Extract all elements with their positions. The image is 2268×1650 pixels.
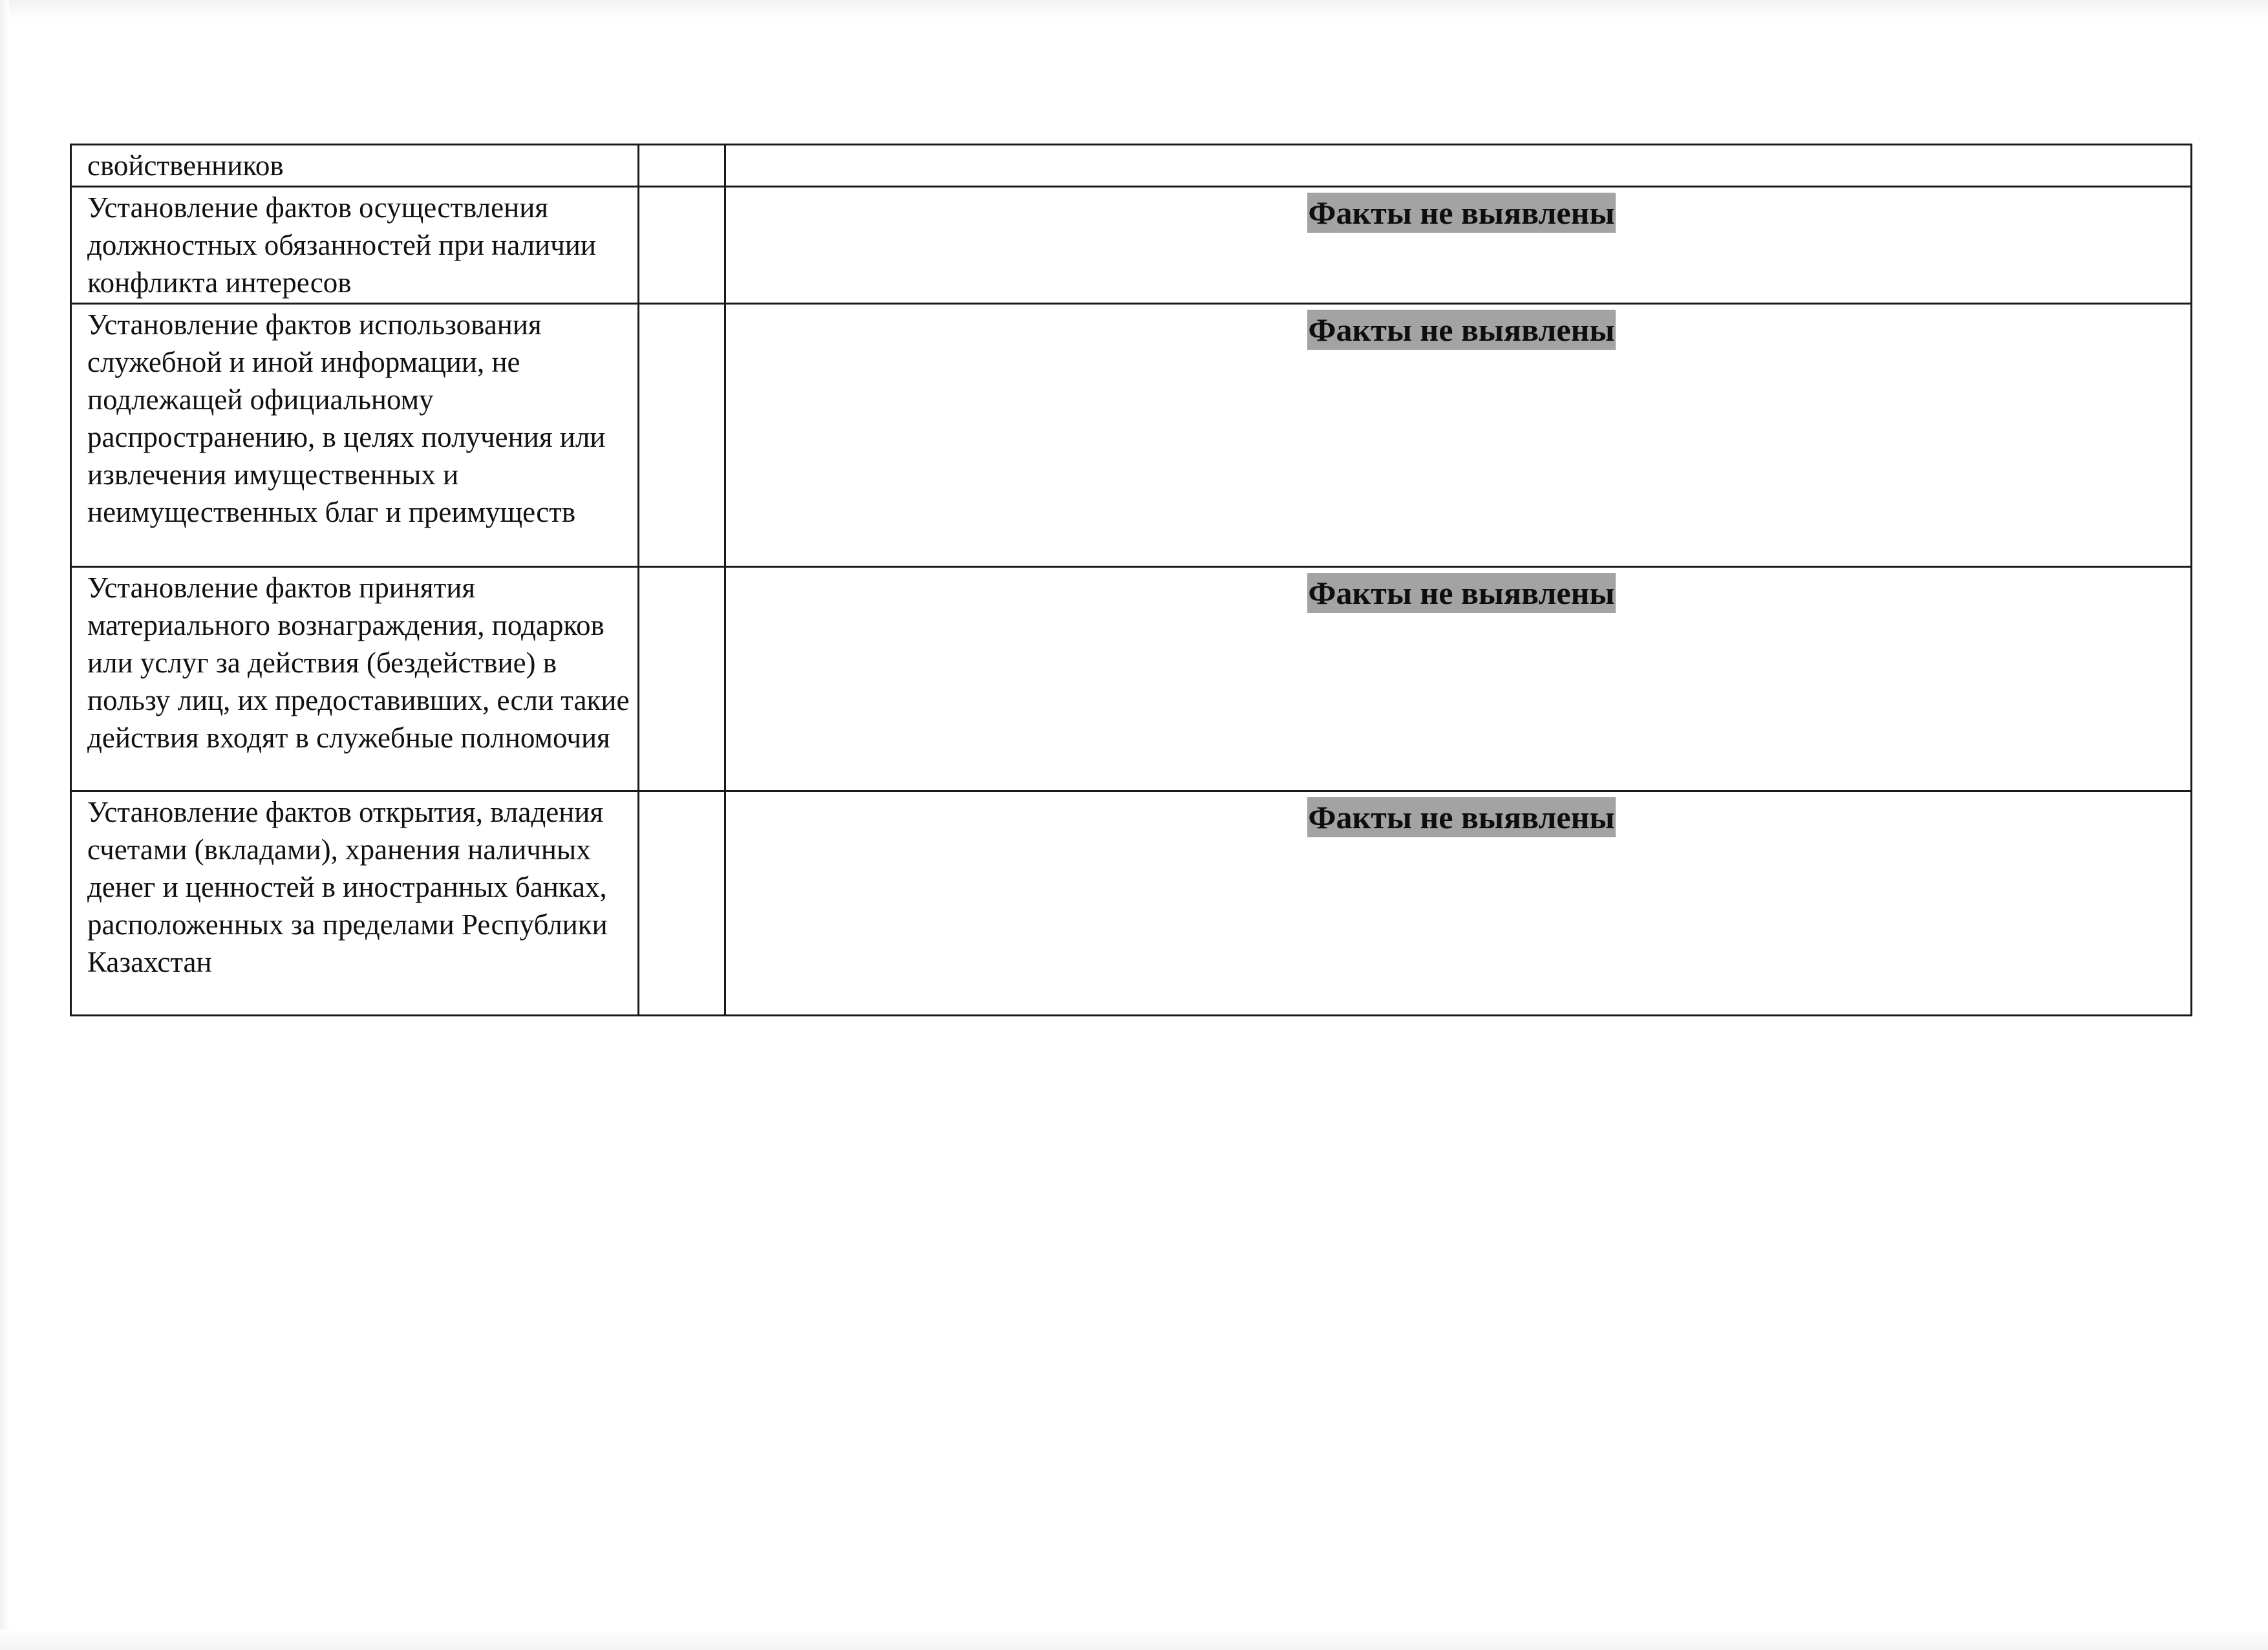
middle-text (639, 188, 724, 190)
table-row (71, 145, 2192, 187)
result-cell (725, 145, 2192, 187)
table-row (71, 791, 2192, 1016)
description-text: Установление фактов использования служебной и иной информации, не подлежащей официальному распространению, в целях получения или извлечения имущественных и неимущественных благ и преимуществ (87, 308, 606, 528)
middle-cell (639, 304, 725, 567)
scan-edge-top (0, 0, 2268, 19)
middle-cell (639, 187, 725, 304)
result-label: Факты не выявлены (1307, 193, 1616, 233)
description-cell (71, 187, 639, 304)
scan-edge-bottom (0, 1629, 2268, 1650)
result-cell (725, 567, 2192, 791)
description-cell (71, 145, 639, 187)
description-cell (71, 567, 639, 791)
result-cell (725, 187, 2192, 304)
checklist-table (70, 144, 2192, 1016)
table-row (71, 567, 2192, 791)
description-cell (71, 791, 639, 1016)
description-text: Установление фактов принятия материального вознаграждения, подарков или услуг за действия (бездействие) в пользу лиц, их предоставивших, если такие действия входят в служебные полномочия (87, 572, 630, 754)
middle-cell (639, 567, 725, 791)
description-text: Установление фактов осуществления должностных обязанностей при наличии конфликта интересов (87, 191, 596, 299)
table-row (71, 304, 2192, 567)
result-cell (725, 791, 2192, 1016)
description-cell (71, 304, 639, 567)
table-row (71, 187, 2192, 304)
scan-edge-left (0, 0, 9, 1650)
middle-cell (639, 791, 725, 1016)
middle-text (639, 145, 724, 148)
result-cell (725, 304, 2192, 567)
middle-text (639, 792, 724, 795)
middle-cell (639, 145, 725, 187)
middle-text (639, 305, 724, 307)
result-label: Факты не выявлены (1307, 573, 1616, 613)
description-text: Установление фактов открытия, владения счетами (вкладами), хранения наличных денег и ценностей в иностранных банках, расположенных за пределами Республики Казахстан (87, 796, 608, 978)
middle-text (639, 568, 724, 570)
result-label: Факты не выявлены (1307, 310, 1616, 350)
description-text: свойственников (87, 149, 284, 182)
result-label: Факты не выявлены (1307, 797, 1616, 837)
